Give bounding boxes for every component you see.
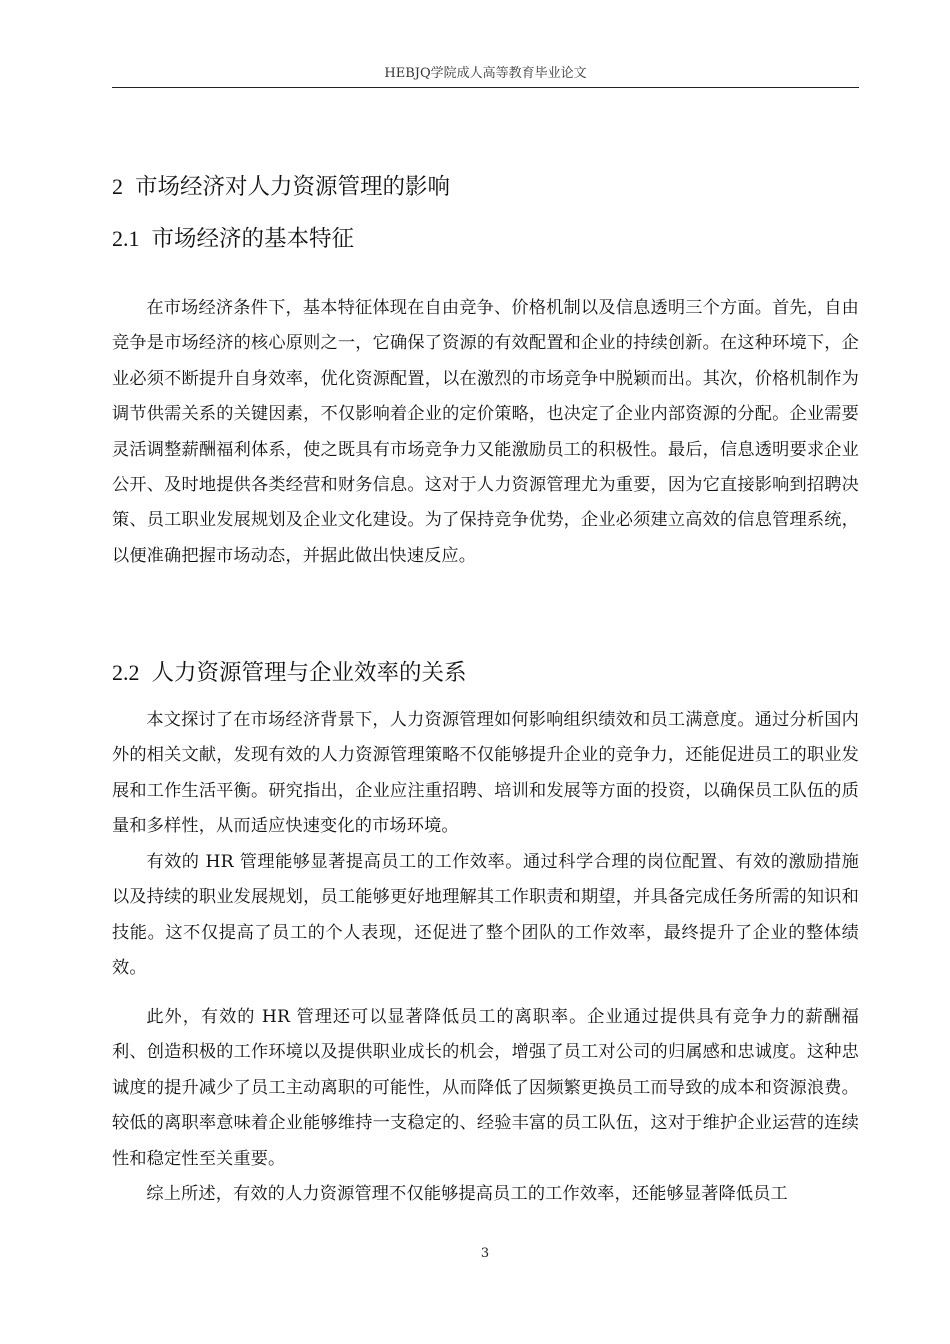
subsection-number: 2.1 bbox=[112, 226, 140, 251]
body-paragraph: 综上所述，有效的人力资源管理不仅能够提高员工的工作效率，还能够显著降低员工 bbox=[146, 1184, 788, 1204]
subsection-number: 2.2 bbox=[112, 660, 140, 685]
running-header: HEBJQ学院成人高等教育毕业论文 bbox=[384, 66, 587, 81]
section-heading bbox=[112, 173, 450, 201]
body-paragraph: 在市场经济条件下，基本特征体现在自由竞争、价格机制以及信息透明三个方面。首先，自由竞争是市场经济的核心原则之一，它确保了资源的有效配置和企业的持续创新。在这种环境下，企业必须不断提升自身效率，优化资源配置，以在激烈的市场竞争中脱颖而出。其次，价格机制作为调节供需关系的关键因素，不仅影响着企业的定价策略，也决定了企业内部资源的分配。企业需要灵活调整薪酬福利体系，使之既具有市场竞争力又能激励员工的积极性。最后，信息透明要求企业公开、及时地提供各类经营和财务信息。这对于人力资源管理尤为重要，因为它直接影响到招聘决策、员工职业发展规划及企业文化建设。为了保持竞争优势，企业必须建立高效的信息管理系统，以便准确把握市场动态，并据此做出快速反应。 bbox=[112, 298, 859, 566]
subsection-heading-2-2 bbox=[112, 659, 467, 687]
body-paragraph: 本文探讨了在市场经济背景下，人力资源管理如何影响组织绩效和员工满意度。通过分析国内外的相关文献，发现有效的人力资源管理策略不仅能够提升企业的竞争力，还能促进员工的职业发展和工作生活平衡。研究指出，企业应注重招聘、培训和发展等方面的投资，以确保员工队伍的质量和多样性，从而适应快速变化的市场环境。 bbox=[112, 710, 859, 837]
subsection-title: 人力资源管理与企业效率的关系 bbox=[151, 660, 467, 686]
header-rule bbox=[112, 87, 859, 88]
subsection-title: 市场经济的基本特征 bbox=[151, 226, 355, 252]
section-title: 市场经济对人力资源管理的影响 bbox=[135, 174, 451, 200]
body-paragraph: 有效的 HR 管理能够显著提高员工的工作效率。通过科学合理的岗位配置、有效的激励措施以及持续的职业发展规划，员工能够更好地理解其工作职责和期望，并具备完成任务所需的知识和技能。这不仅提高了员工的个人表现，还促进了整个团队的工作效率，最终提升了企业的整体绩效。 bbox=[112, 852, 859, 979]
page-number: 3 bbox=[480, 1246, 490, 1261]
section-number: 2 bbox=[112, 174, 123, 199]
body-paragraph: 此外，有效的 HR 管理还可以显著降低员工的离职率。企业通过提供具有竞争力的薪酬福利、创造积极的工作环境以及提供职业成长的机会，增强了员工对公司的归属感和忠诚度。这种忠诚度的提升减少了员工主动离职的可能性，从而降低了因频繁更换员工而导致的成本和资源浪费。较低的离职率意味着企业能够维持一支稳定的、经验丰富的员工队伍，这对于维护企业运营的连续性和稳定性至关重要。 bbox=[112, 1007, 859, 1169]
subsection-heading-2-1 bbox=[112, 225, 354, 253]
